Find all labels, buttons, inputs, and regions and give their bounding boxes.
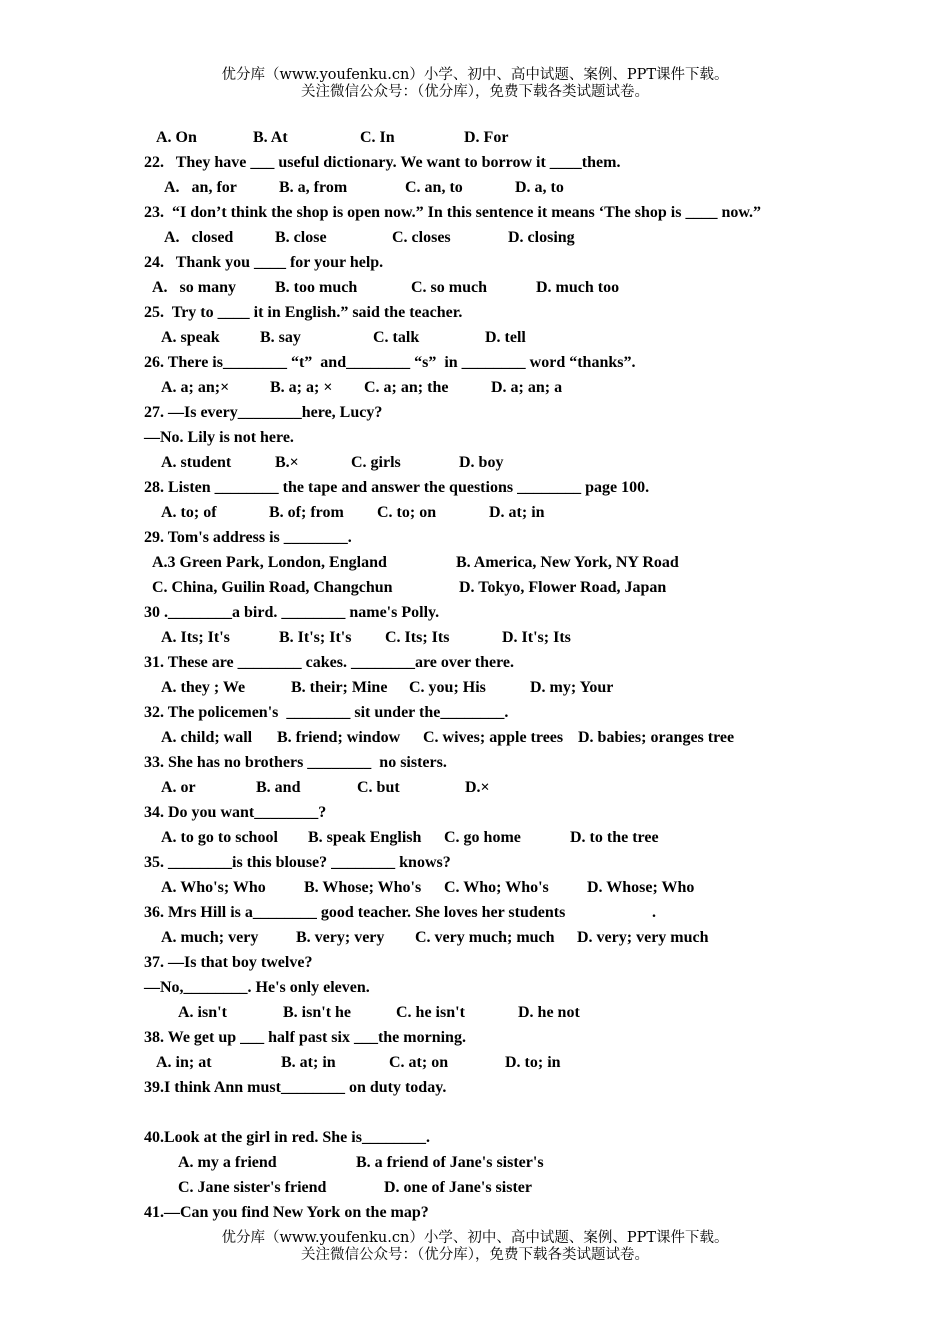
question-text: —No,________. He's only eleven. [144,979,370,996]
answer-option: A. my a friend [178,1154,277,1171]
answer-option: C. very much; much [415,929,555,946]
question-text: 32. The policemen's ________ sit under the________. [144,704,509,721]
answer-option: B. friend; window [277,729,401,746]
answer-option: B. too much [275,279,358,296]
answer-option: B. isn't he [283,1004,352,1021]
question-text: 38. We get up ___ half past six ___the morning. [144,1029,466,1046]
answer-option: C. wives; apple trees [423,729,564,746]
answer-option: A. in; at [156,1054,212,1071]
question-text: —No. Lily is not here. [144,429,294,446]
answer-option: A. Its; It's [161,629,230,646]
answer-option: C. closes [392,229,451,246]
answer-option: A. much; very [161,929,259,946]
answer-option: D. It's; Its [502,629,571,646]
question-text: 30 .________a bird. ________ name's Polly. [144,604,440,621]
question-text: 24. Thank you ____ for your help. [144,254,384,271]
answer-option: C. he isn't [396,1004,465,1021]
answer-option: B. of; from [269,504,344,521]
footer-line-2: 关注微信公众号：（优分库），免费下载各类试题试卷。 [301,1247,649,1263]
answer-option: C. Jane sister's friend [178,1179,327,1196]
answer-option: A.3 Green Park, London, England [152,554,387,571]
question-text: 40.Look at the girl in red. She is________. [144,1129,430,1146]
answer-option: C. to; on [377,504,437,521]
page-header [0,67,950,101]
answer-option: B. at; in [281,1054,336,1071]
answer-option: D. closing [508,229,575,246]
answer-option: D. boy [459,454,504,471]
question-text: 28. Listen ________ the tape and answer the questions ________ page 100. [144,479,650,496]
answer-option: B. and [256,779,301,796]
answer-option: C. an, to [405,179,463,196]
question-text: 26. There is________ “t” and________ “s” in ________ word “thanks”. [144,354,636,371]
answer-option: D. Tokyo, Flower Road, Japan [459,579,667,596]
answer-option: C. Who; Who's [444,879,549,896]
answer-option: A. child; wall [161,729,253,746]
answer-option: A. they ; We [161,679,246,696]
question-text: 33. She has no brothers ________ no sisters. [144,754,447,771]
answer-option: . [652,904,656,921]
answer-option: A. or [161,779,196,796]
answer-option: B. America, New York, NY Road [456,554,679,571]
page-footer [0,1230,950,1264]
answer-option: A. to go to school [161,829,278,846]
answer-option: C. but [357,779,400,796]
answer-option: B. very; very [296,929,385,946]
question-text: 39.I think Ann must________ on duty today. [144,1079,447,1096]
question-text: 25. Try to ____ it in English.” said the teacher. [144,304,463,321]
answer-option: D. For [464,129,509,146]
answer-option: B. a; a; × [270,379,333,396]
question-text: 27. —Is every________here, Lucy? [144,404,383,421]
answer-option: D. my; Your [530,679,614,696]
question-text: 31. These are ________ cakes. ________are over there. [144,654,515,671]
answer-option: D. a, to [515,179,564,196]
answer-option: D. he not [518,1004,580,1021]
answer-option: A. Who's; Who [161,879,266,896]
answer-option: A. to; of [161,504,217,521]
answer-option: D. to; in [505,1054,561,1071]
answer-option: B. At [253,129,288,146]
answer-option: A. so many [152,279,237,296]
answer-option: B.× [275,454,299,471]
answer-option: A. student [161,454,232,471]
answer-option: D. very; very much [577,929,709,946]
answer-option: D. tell [485,329,526,346]
answer-option: C. Its; Its [385,629,450,646]
answer-option: D. babies; oranges tree [578,729,735,746]
answer-option: C. so much [411,279,488,296]
answer-option: C. go home [444,829,521,846]
answer-option: C. you; His [409,679,486,696]
question-text: 34. Do you want________? [144,804,327,821]
question-text: 22. They have ___ useful dictionary. We want to borrow it ____them. [144,154,621,171]
answer-option: B. say [260,329,301,346]
answer-option: B. It's; It's [279,629,352,646]
answer-option: A. a; an;× [161,379,230,396]
answer-option: A. closed [164,229,234,246]
answer-option: D. at; in [489,504,545,521]
footer-line-1: 优分库（www.youfenku.cn）小学、初中、高中试题、案例、PPT课件下载。 [221,1230,729,1246]
answer-option: A. an, for [164,179,237,196]
answer-option: A. speak [161,329,220,346]
question-text: 23. “I don’t think the shop is open now.” In this sentence it means ‘The shop is ____ now.” [144,204,762,221]
answer-option: C. at; on [389,1054,449,1071]
answer-option: B. a friend of Jane's sister's [356,1154,544,1171]
question-text: 37. —Is that boy twelve? [144,954,313,971]
answer-option: B. close [275,229,327,246]
answer-option: C. talk [373,329,420,346]
answer-option: B. speak English [308,829,422,846]
answer-option: D. Whose; Who [587,879,695,896]
answer-option: 36. Mrs Hill is a________ good teacher. She loves her students [144,904,566,921]
question-text: 41.—Can you find New York on the map? [144,1204,429,1221]
answer-option: A. On [156,129,197,146]
header-line-2: 关注微信公众号：（优分库），免费下载各类试题试卷。 [301,84,649,100]
answer-option: A. isn't [178,1004,227,1021]
answer-option: D.× [465,779,490,796]
answer-option: B. their; Mine [291,679,388,696]
answer-option: C. girls [351,454,401,471]
answer-option: B. a, from [279,179,348,196]
question-text: 35. ________is this blouse? ________ knows? [144,854,451,871]
answer-option: D. a; an; a [491,379,563,396]
answer-option: D. much too [536,279,620,296]
answer-option: D. one of Jane's sister [384,1179,532,1196]
answer-option: C. In [360,129,395,146]
answer-option: C. a; an; the [364,379,449,396]
answer-option: D. to the tree [570,829,659,846]
answer-option: C. China, Guilin Road, Changchun [152,579,393,596]
header-line-1: 优分库（www.youfenku.cn）小学、初中、高中试题、案例、PPT课件下载。 [221,67,729,83]
question-text: 29. Tom's address is ________. [144,529,352,546]
answer-option: B. Whose; Who's [304,879,422,896]
